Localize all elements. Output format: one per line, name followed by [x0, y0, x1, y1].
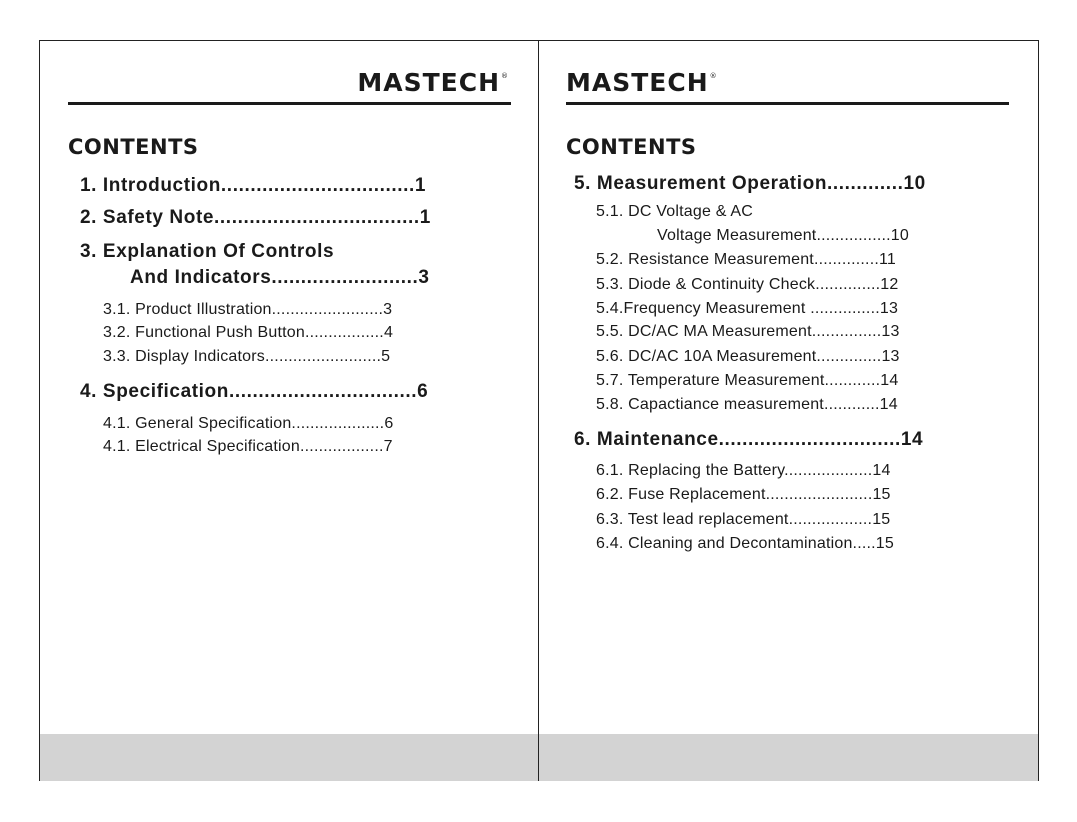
toc-subentry[interactable]: 6.2. Fuse Replacement.......................15 — [596, 486, 891, 503]
toc-entry-continuation[interactable]: And Indicators.........................3 — [130, 267, 430, 288]
document-spread — [39, 40, 1038, 780]
toc-subentry[interactable]: 6.1. Replacing the Battery...................14 — [596, 462, 891, 479]
toc-subentry[interactable]: 4.1. General Specification....................6 — [103, 415, 394, 432]
toc-entry[interactable]: 4. Specification................................6 — [80, 381, 429, 402]
toc-subentry[interactable]: 3.3. Display Indicators.........................5 — [103, 348, 391, 365]
toc-subentry[interactable]: 5.3. Diode & Continuity Check..............12 — [596, 276, 899, 293]
contents-heading: CONTENTS — [566, 135, 697, 159]
toc-entry[interactable]: 3. Explanation Of Controls — [80, 241, 335, 262]
toc-subentry[interactable]: 3.2. Functional Push Button.................4 — [103, 324, 394, 341]
toc-subentry[interactable]: 5.1. DC Voltage & AC — [596, 203, 753, 220]
contents-heading: CONTENTS — [68, 135, 199, 159]
toc-list — [40, 41, 539, 781]
toc-subentry[interactable]: 5.8. Capactiance measurement............14 — [596, 396, 898, 413]
toc-list — [539, 41, 1038, 781]
toc-subentry[interactable]: 5.6. DC/AC 10A Measurement..............13 — [596, 348, 900, 365]
toc-subentry[interactable]: 5.7. Temperature Measurement............14 — [596, 372, 899, 389]
toc-subentry[interactable]: 5.5. DC/AC MA Measurement...............13 — [596, 323, 900, 340]
toc-entry[interactable]: 5. Measurement Operation.............10 — [574, 173, 926, 194]
toc-subentry[interactable]: 6.4. Cleaning and Decontamination.....15 — [596, 535, 894, 552]
toc-entry[interactable]: 2. Safety Note...................................1 — [80, 207, 431, 228]
toc-subentry[interactable]: 3.1. Product Illustration........................3 — [103, 301, 393, 318]
left-page — [39, 40, 539, 781]
toc-subentry[interactable]: 6.3. Test lead replacement..................15 — [596, 511, 891, 528]
footer-band — [539, 734, 1038, 781]
toc-subentry-continuation[interactable]: Voltage Measurement................10 — [657, 227, 909, 244]
toc-subentry[interactable]: 5.4.Frequency Measurement ...............13 — [596, 300, 899, 317]
toc-entry[interactable]: 1. Introduction.................................1 — [80, 175, 427, 196]
brand-logo: MASTECH® — [357, 68, 509, 97]
toc-subentry[interactable]: 4.1. Electrical Specification..................7 — [103, 438, 393, 455]
toc-entry[interactable]: 6. Maintenance...............................14 — [574, 429, 924, 450]
right-page — [538, 40, 1039, 781]
toc-subentry[interactable]: 5.2. Resistance Measurement..............11 — [596, 251, 896, 268]
footer-band — [40, 734, 539, 781]
brand-logo: MASTECH® — [566, 68, 718, 97]
